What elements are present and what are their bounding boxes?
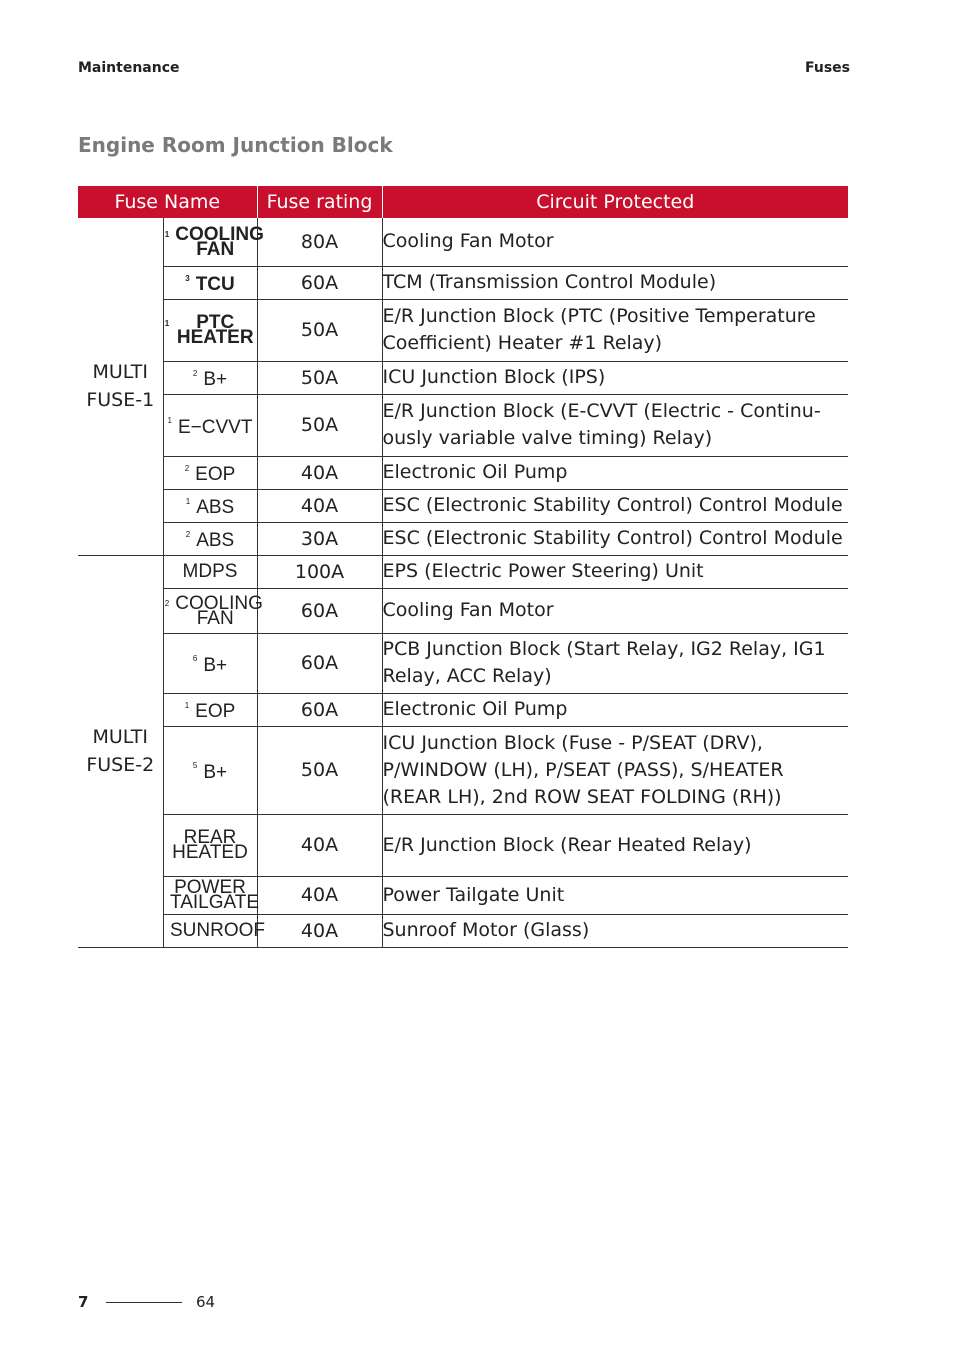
circuit-protected: EPS (Electric Power Steering) Unit [382, 555, 848, 588]
table-row [78, 361, 848, 394]
fuse-index: 2 [185, 529, 191, 539]
table-row [78, 588, 848, 633]
table-header-row [78, 186, 848, 218]
fuse-name-label [163, 218, 264, 266]
fuse-rating: 80A [257, 218, 382, 266]
table-body [78, 218, 848, 947]
fuse-index: 6 [192, 654, 198, 664]
footer-divider [106, 1302, 182, 1303]
fuse-rating: 60A [257, 266, 382, 299]
fuse-group-line2: FUSE-2 [86, 754, 155, 776]
fuse-name-label [163, 456, 257, 489]
table-row [78, 876, 848, 914]
table-row [78, 522, 848, 555]
circuit-protected: Electronic Oil Pump [382, 456, 848, 489]
circuit-protected: ESC (Electronic Stability Control) Control Module [382, 522, 848, 555]
table-row [78, 914, 848, 947]
fuse-name-label [163, 555, 257, 588]
fuse-name: B+ [203, 654, 228, 676]
fuse-group-line2: FUSE-1 [86, 389, 155, 412]
circuit-protected: ESC (Electronic Stability Control) Control Module [382, 489, 848, 522]
header-fuse-name: Fuse Name [78, 186, 257, 218]
circuit-protected: E/R Junction Block (Rear Heated Relay) [382, 814, 848, 876]
circuit-protected: TCM (Transmission Control Module) [382, 266, 848, 299]
fuse-rating: 40A [257, 456, 382, 489]
topic-header: Fuses [805, 60, 850, 76]
fuse-name-label [163, 266, 257, 299]
fuse-rating: 40A [257, 876, 382, 914]
fuse-name-label [163, 361, 257, 394]
fuse-index: 2 [184, 463, 190, 473]
fuse-name-label [163, 814, 257, 876]
circuit-protected: Cooling Fan Motor [382, 588, 848, 633]
fuse-rating: 100A [257, 555, 382, 588]
fuse-index: 2 [164, 599, 170, 609]
table-row [78, 218, 848, 266]
fuse-name: COOLING FAN [175, 223, 264, 260]
circuit-protected: Power Tailgate Unit [382, 876, 848, 914]
circuit-protected: Cooling Fan Motor [382, 218, 848, 266]
fuse-rating: 50A [257, 726, 382, 814]
table-row [78, 456, 848, 489]
circuit-protected: E/R Junction Block (E-CVVT (Electric - Continu-ously variable valve timing) Relay) [382, 394, 848, 456]
chapter-header: Maintenance [78, 60, 180, 76]
fuse-name-label [163, 299, 257, 361]
fuse-rating: 60A [257, 588, 382, 633]
fuse-name-label [163, 633, 257, 693]
fuse-name: EOP [195, 464, 236, 486]
table-row [78, 726, 848, 814]
fuse-group-line1: MULTI [92, 726, 148, 748]
fuse-index: 1 [164, 318, 170, 328]
fuse-rating: 50A [257, 361, 382, 394]
fuse-name: B+ [203, 369, 228, 391]
fuse-name: REAR HEATED [172, 827, 248, 863]
fuse-name: EOP [195, 701, 236, 723]
table-row [78, 394, 848, 456]
circuit-protected: Sunroof Motor (Glass) [382, 914, 848, 947]
fuse-name: PTC HEATER [176, 312, 254, 348]
table-row [78, 633, 848, 693]
fuse-rating: 50A [257, 394, 382, 456]
fuse-rating: 30A [257, 522, 382, 555]
table-row [78, 555, 848, 588]
fuse-name: POWER TAILGATE [170, 877, 260, 913]
fuse-name-label [163, 522, 257, 555]
table-row [78, 814, 848, 876]
fuse-name: B+ [203, 761, 228, 783]
fuse-index: 1 [185, 496, 191, 506]
fuse-rating: 40A [257, 489, 382, 522]
fuse-rating: 50A [257, 299, 382, 361]
chapter-number: 7 [78, 1293, 89, 1311]
fuse-group-name [78, 555, 163, 947]
fuse-name-label [163, 394, 257, 456]
fuse-index: 3 [185, 273, 190, 283]
fuse-name: COOLING FAN [175, 592, 263, 629]
fuse-name: TCU [195, 274, 235, 296]
table-row [78, 266, 848, 299]
section-title: Engine Room Junction Block [78, 133, 393, 157]
circuit-protected: PCB Junction Block (Start Relay, IG2 Relay, IG1 Relay, ACC Relay) [382, 633, 848, 693]
fuse-name: ABS [196, 530, 235, 552]
table-row [78, 693, 848, 726]
circuit-protected: Electronic Oil Pump [382, 693, 848, 726]
header-circuit-protected: Circuit Protected [382, 186, 848, 218]
fuse-table [78, 186, 848, 948]
fuse-name-label [163, 489, 257, 522]
fuse-name: MDPS [182, 561, 238, 583]
table-row [78, 299, 848, 361]
fuse-name: SUNROOF [170, 920, 265, 942]
fuse-name-label [163, 726, 257, 814]
fuse-name: E−CVVT [178, 416, 253, 438]
circuit-protected: ICU Junction Block (Fuse - P/SEAT (DRV), P/WINDOW (LH), P/SEAT (PASS), S/HEATER (REAR LH), 2nd ROW SEAT FOLDING (RH)) [382, 726, 848, 814]
fuse-index: 2 [192, 368, 198, 378]
table-row [78, 489, 848, 522]
fuse-rating: 60A [257, 693, 382, 726]
fuse-rating: 40A [257, 814, 382, 876]
fuse-index: 1 [167, 416, 172, 426]
fuse-name-label [163, 876, 260, 914]
header-fuse-rating: Fuse rating [257, 186, 382, 218]
fuse-name-label [163, 914, 265, 947]
fuse-name-label [163, 588, 263, 633]
circuit-protected: E/R Junction Block (PTC (Positive Temperature Coefficient) Heater #1 Relay) [382, 299, 848, 361]
fuse-name-label [163, 693, 257, 726]
fuse-index: 1 [184, 700, 190, 710]
page-number: 64 [196, 1293, 216, 1311]
fuse-index: 5 [192, 761, 198, 771]
fuse-index: 1 [164, 230, 170, 240]
circuit-protected: ICU Junction Block (IPS) [382, 361, 848, 394]
fuse-rating: 40A [257, 914, 382, 947]
fuse-name: ABS [196, 497, 235, 519]
fuse-group-name [78, 218, 163, 555]
fuse-rating: 60A [257, 633, 382, 693]
fuse-group-line1: MULTI [92, 361, 148, 384]
